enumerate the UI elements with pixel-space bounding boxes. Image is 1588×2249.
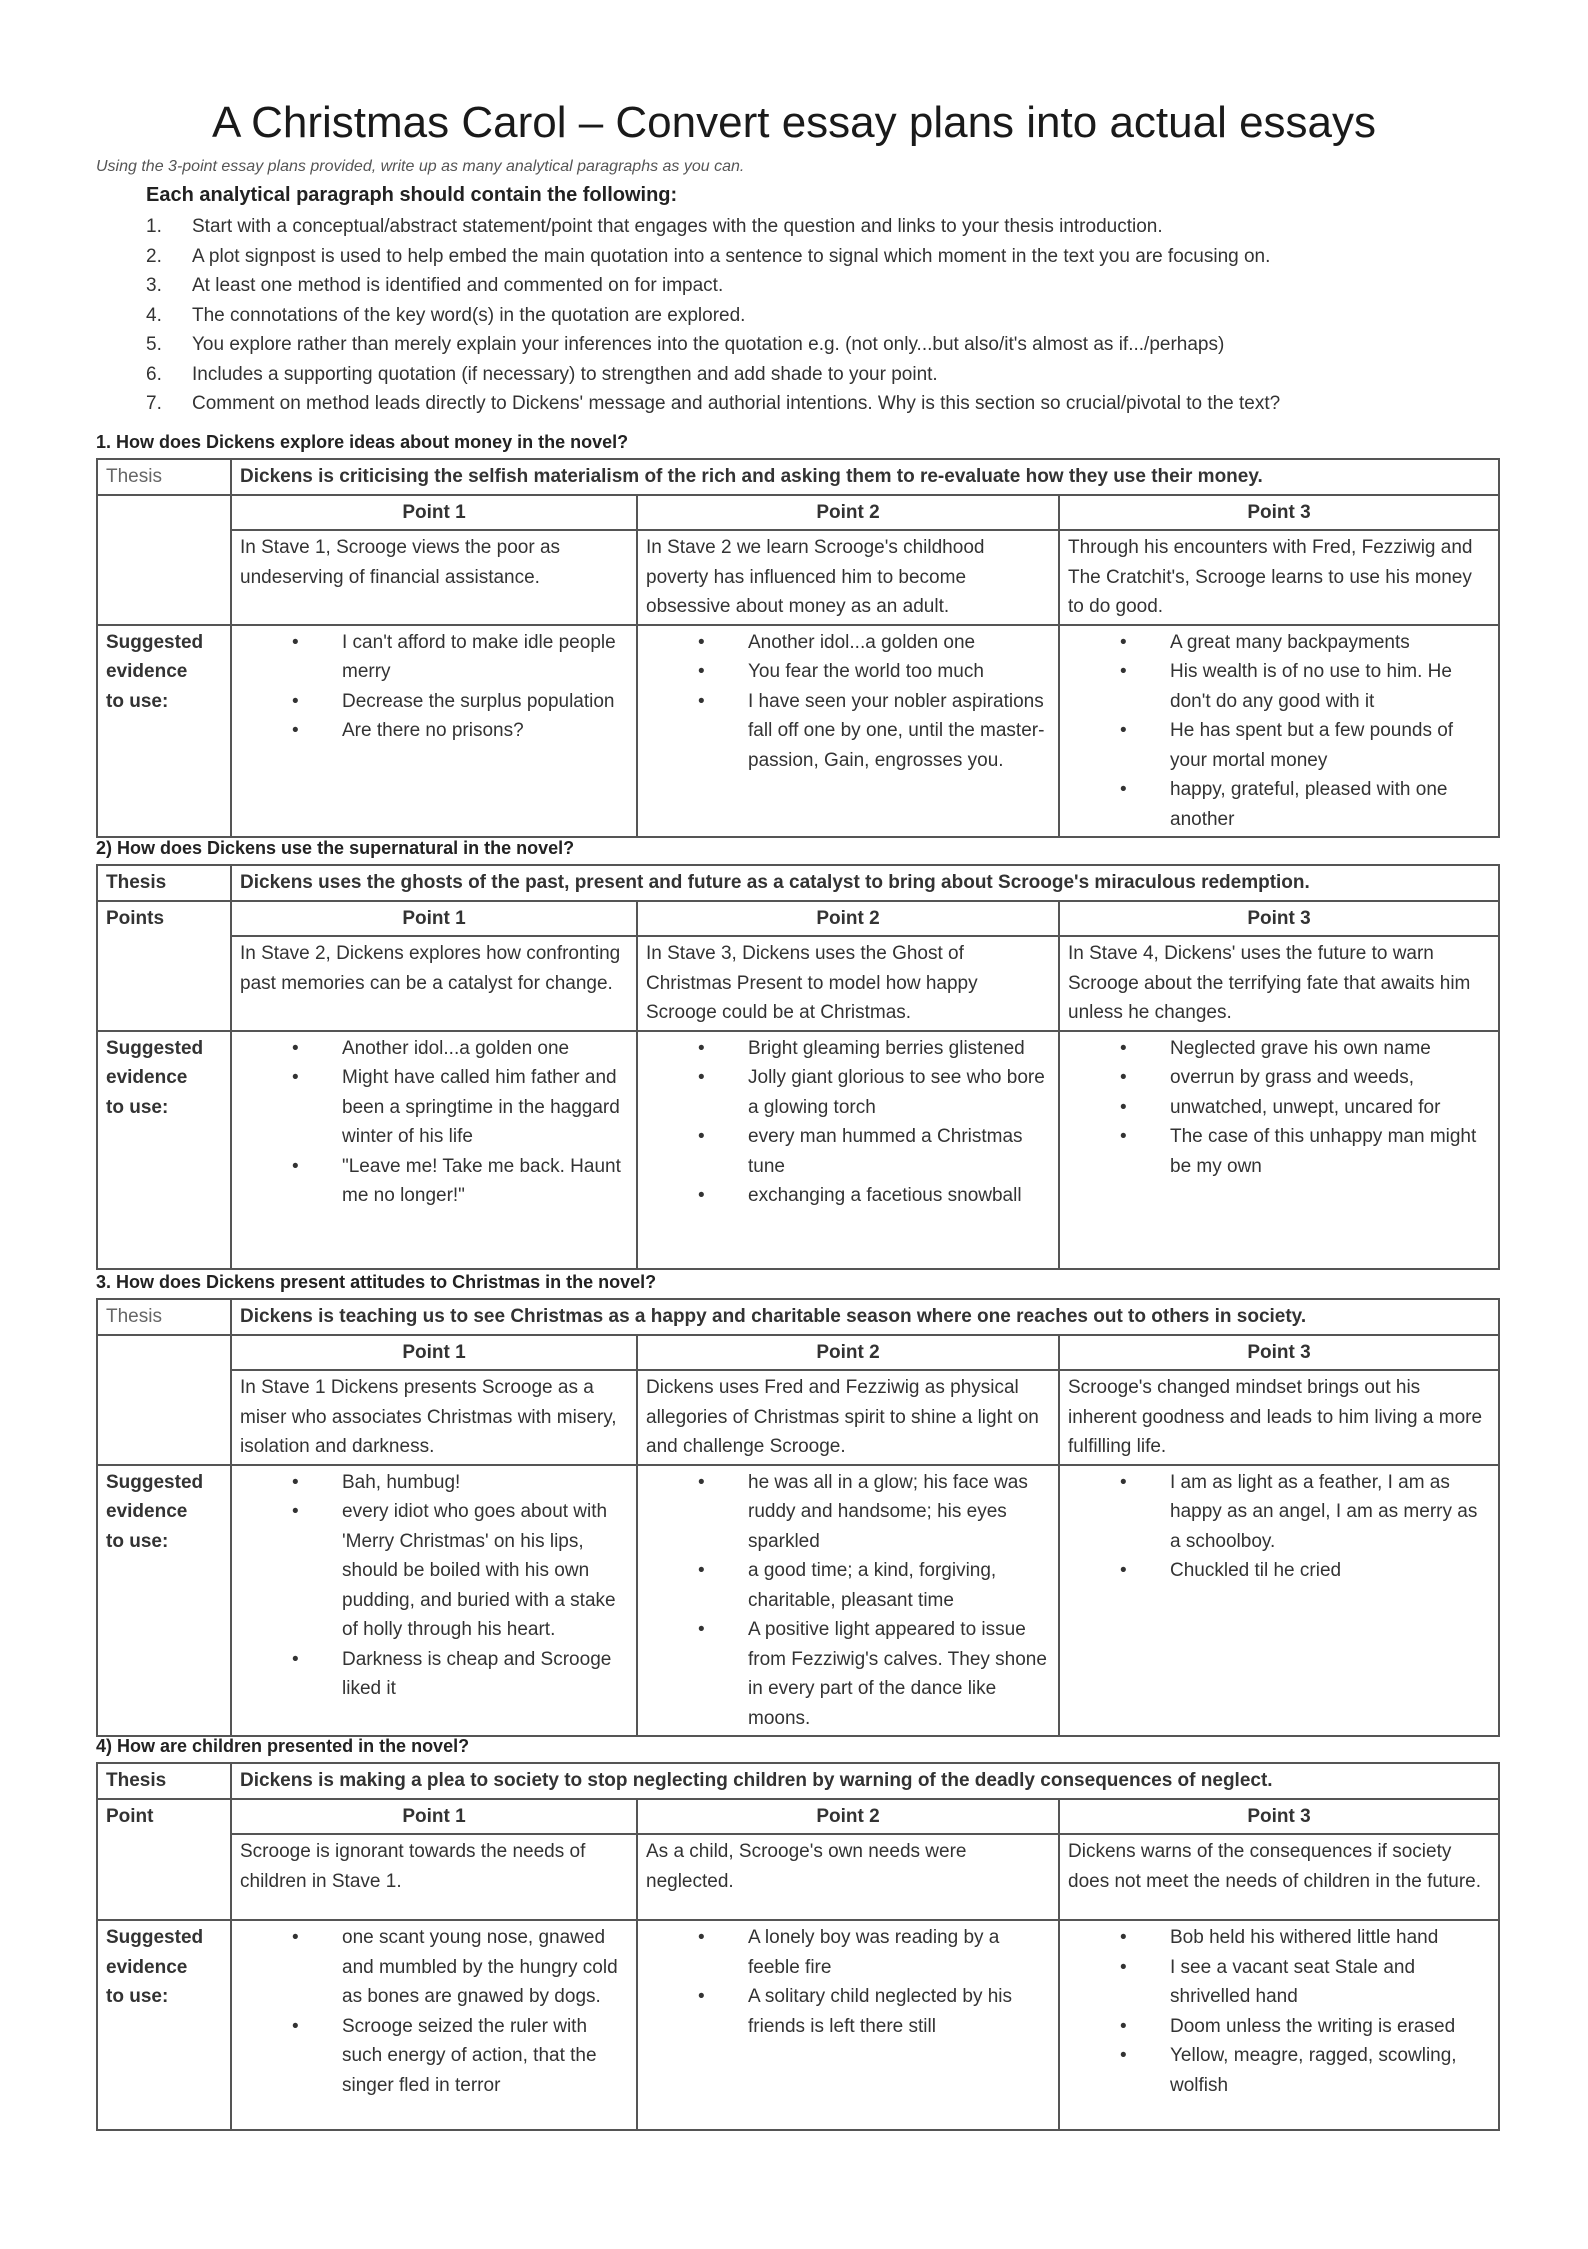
evidence-quote: • Bob held his withered little hand	[1120, 1927, 1439, 1948]
paragraph-criteria-heading: Each analytical paragraph should contain the following:	[146, 184, 678, 206]
thesis-row	[97, 459, 1499, 495]
evidence-quote: • The case of this unhappy man might be my own	[1120, 1126, 1477, 1177]
thesis-label: Thesis	[97, 865, 231, 901]
thesis-text: Dickens uses the ghosts of the past, present and future as a catalyst to bring about Scrooge's miraculous redemption.	[231, 865, 1499, 901]
evidence-quote: • every man hummed a Christmas tune	[698, 1126, 1023, 1177]
evidence-label: Suggested evidence to use:	[97, 1920, 231, 2130]
evidence-quote: • I see a vacant seat Stale and shrivelled hand	[1120, 1956, 1416, 2007]
criteria-item	[146, 212, 1506, 242]
evidence-quote: • unwatched, unwept, uncared for	[1120, 1096, 1441, 1118]
evidence-label: Suggested evidence to use:	[97, 1031, 231, 1269]
evidence-quote: • "Leave me! Take me back. Haunt me no longer!"	[292, 1155, 621, 1206]
point-2-evidence	[637, 1031, 1059, 1269]
thesis-label: Thesis	[97, 459, 231, 495]
criteria-text: Includes a supporting quotation (if necessary) to strengthen and add shade to your point.	[192, 363, 938, 385]
thesis-row	[97, 1299, 1499, 1335]
points-label-cell	[97, 495, 231, 625]
essay-question-3: 3. How does Dickens present attitudes to Christmas in the novel?	[96, 1272, 657, 1292]
criteria-number: 4.	[146, 304, 162, 326]
evidence-quote: • A solitary child neglected by his friends is left there still	[698, 1986, 1013, 2037]
point-3-header: Point 3	[1059, 495, 1499, 531]
point-3-text: Dickens warns of the consequences if society does not meet the needs of children in the future.	[1059, 1834, 1499, 1920]
evidence-quote: • Bright gleaming berries glistened	[698, 1037, 1025, 1059]
criteria-text: At least one method is identified and commented on for impact.	[192, 275, 724, 296]
evidence-quote: • Chuckled til he cried	[1120, 1560, 1342, 1581]
evidence-quote: • Jolly giant glorious to see who bore a glowing torch	[698, 1067, 1045, 1118]
evidence-quote: • Decrease the surplus population	[292, 690, 615, 712]
criteria-item	[146, 360, 1506, 390]
evidence-quote: • Might have called him father and been a springtime in the haggard winter of his life	[292, 1067, 620, 1147]
criteria-number: 5.	[146, 334, 162, 355]
evidence-quote: • A great many backpayments	[1120, 631, 1410, 653]
point-3-text: In Stave 4, Dickens' uses the future to warn Scrooge about the terrifying fate that awaits him unless he changes.	[1059, 936, 1499, 1031]
point-3-evidence	[1059, 1465, 1499, 1737]
point-2-header: Point 2	[637, 1799, 1059, 1835]
point-1-text: In Stave 1 Dickens presents Scrooge as a miser who associates Christmas with misery, isolation and darkness.	[231, 1370, 637, 1465]
thesis-text: Dickens is making a plea to society to stop neglecting children by warning of the deadly consequences of neglect.	[231, 1763, 1499, 1799]
evidence-quote: • I can't afford to make idle people merry	[292, 631, 616, 682]
evidence-quote: • You fear the world too much	[698, 661, 984, 682]
criteria-item	[146, 330, 1506, 360]
essay-question-1: 1. How does Dickens explore ideas about money in the novel?	[96, 432, 629, 452]
page-title: A Christmas Carol – Convert essay plans into actual essays	[211, 98, 1377, 147]
evidence-quote: • Doom unless the writing is erased	[1120, 2015, 1456, 2037]
point-1-evidence	[231, 1920, 637, 2130]
point-3-text: Through his encounters with Fred, Fezziwig and The Cratchit's, Scrooge learns to use his money to do good.	[1059, 530, 1499, 625]
criteria-number: 7.	[146, 393, 162, 414]
evidence-quote: • exchanging a facetious snowball	[698, 1185, 1022, 1206]
point-2-header: Point 2	[637, 495, 1059, 531]
criteria-item	[146, 271, 1506, 301]
thesis-text: Dickens is criticising the selfish materialism of the rich and asking them to re-evaluate how they use their money.	[231, 459, 1499, 495]
point-2-text: In Stave 2 we learn Scrooge's childhood poverty has influenced him to become obsessive about money as an adult.	[637, 530, 1059, 625]
point-1-evidence	[231, 625, 637, 838]
evidence-quote: • he was all in a glow; his face was ruddy and handsome; his eyes sparkled	[698, 1471, 1028, 1552]
criteria-text: The connotations of the key word(s) in the quotation are explored.	[192, 304, 746, 326]
point-header-row	[97, 901, 1499, 937]
thesis-text: Dickens is teaching us to see Christmas as a happy and charitable season where one reaches out to others in society.	[231, 1299, 1499, 1335]
evidence-quote: • Darkness is cheap and Scrooge liked it	[292, 1648, 612, 1699]
essay-question-2: 2) How does Dickens use the supernatural in the novel?	[96, 838, 575, 858]
paragraph-criteria-list	[146, 212, 1506, 419]
thesis-row	[97, 1763, 1499, 1799]
evidence-quote: • a good time; a kind, forgiving, charitable, pleasant time	[698, 1560, 997, 1611]
thesis-label: Thesis	[97, 1763, 231, 1799]
thesis-row	[97, 865, 1499, 901]
essay-plan-table-3	[96, 1298, 1500, 1737]
point-2-header: Point 2	[637, 1335, 1059, 1371]
evidence-quote: • Another idol...a golden one	[292, 1037, 570, 1059]
point-3-header: Point 3	[1059, 1335, 1499, 1371]
evidence-quote: • one scant young nose, gnawed and mumbled by the hungry cold as bones are gnawed by dogs.	[292, 1927, 618, 2007]
evidence-quote: • I am as light as a feather, I am as happy as an angel, I am as merry as a schoolboy.	[1120, 1471, 1478, 1552]
point-1-header: Point 1	[231, 495, 637, 531]
evidence-quote: • Scrooge seized the ruler with such energy of action, that the singer fled in terror	[292, 2015, 597, 2096]
evidence-quote: • every idiot who goes about with 'Merry Christmas' on his lips, should be boiled with his own pudding, and buried with a stake of holly through his heart.	[292, 1501, 616, 1640]
point-text-row	[97, 1834, 1499, 1920]
criteria-text: You explore rather than merely explain your inferences into the quotation e.g. (not only...but also/it's almost as if.../perhaps)	[192, 334, 1225, 355]
evidence-label: Suggested evidence to use:	[97, 1465, 231, 1737]
criteria-number: 1.	[146, 216, 162, 237]
point-text-row	[97, 1370, 1499, 1465]
point-2-evidence	[637, 625, 1059, 838]
criteria-number: 2.	[146, 245, 162, 267]
point-3-header: Point 3	[1059, 1799, 1499, 1835]
criteria-number: 3.	[146, 275, 162, 296]
criteria-item	[146, 301, 1506, 331]
evidence-row	[97, 1465, 1499, 1737]
instructions-subtitle: Using the 3-point essay plans provided, write up as many analytical paragraphs as you can.	[96, 158, 745, 175]
point-header-row	[97, 495, 1499, 531]
evidence-quote: • I have seen your nobler aspirations fall off one by one, until the master-passion, Gain, engrosses you.	[698, 690, 1045, 771]
evidence-row	[97, 1031, 1499, 1269]
criteria-item	[146, 242, 1506, 272]
points-label: Points	[97, 901, 231, 1031]
point-3-evidence	[1059, 1031, 1499, 1269]
evidence-quote: • Another idol...a golden one	[698, 631, 976, 653]
evidence-label: Suggested evidence to use:	[97, 625, 231, 838]
point-2-text: Dickens uses Fred and Fezziwig as physical allegories of Christmas spirit to shine a light on and challenge Scrooge.	[637, 1370, 1059, 1465]
criteria-number: 6.	[146, 363, 162, 385]
thesis-label: Thesis	[97, 1299, 231, 1335]
evidence-quote: • He has spent but a few pounds of your mortal money	[1120, 720, 1454, 771]
point-3-header: Point 3	[1059, 901, 1499, 937]
point-2-text: As a child, Scrooge's own needs were neglected.	[637, 1834, 1059, 1920]
point-2-header: Point 2	[637, 901, 1059, 937]
point-3-evidence	[1059, 1920, 1499, 2130]
criteria-text: Start with a conceptual/abstract statement/point that engages with the question and links to your thesis introduction.	[192, 216, 1163, 237]
essay-plan-table-2	[96, 864, 1500, 1270]
point-1-text: In Stave 1, Scrooge views the poor as undeserving of financial assistance.	[231, 530, 637, 625]
point-1-text: In Stave 2, Dickens explores how confronting past memories can be a catalyst for change.	[231, 936, 637, 1031]
point-1-header: Point 1	[231, 1335, 637, 1371]
point-3-text: Scrooge's changed mindset brings out his inherent goodness and leads to him living a more fulfilling life.	[1059, 1370, 1499, 1465]
evidence-quote: • overrun by grass and weeds,	[1120, 1067, 1414, 1088]
point-header-row	[97, 1335, 1499, 1371]
evidence-quote: • Bah, humbug!	[292, 1471, 461, 1493]
point-text-row	[97, 936, 1499, 1031]
point-1-header: Point 1	[231, 1799, 637, 1835]
point-1-header: Point 1	[231, 901, 637, 937]
point-3-evidence	[1059, 625, 1499, 838]
essay-question-4: 4) How are children presented in the novel?	[96, 1736, 470, 1756]
point-label: Point	[97, 1799, 231, 1921]
essay-plan-table-4	[96, 1762, 1500, 2131]
point-text-row	[97, 530, 1499, 625]
evidence-quote: • A lonely boy was reading by a feeble fire	[698, 1927, 1000, 1978]
criteria-text: A plot signpost is used to help embed the main quotation into a sentence to signal which moment in the text you are focusing on.	[192, 245, 1271, 267]
evidence-row	[97, 1920, 1499, 2130]
evidence-quote: • His wealth is of no use to him. He don't do any good with it	[1120, 661, 1452, 712]
evidence-quote: • Neglected grave his own name	[1120, 1037, 1431, 1059]
point-header-row	[97, 1799, 1499, 1835]
criteria-item	[146, 389, 1506, 419]
evidence-quote: • A positive light appeared to issue from Fezziwig's calves. They shone in every part of the dance like moons.	[698, 1619, 1047, 1729]
criteria-text: Comment on method leads directly to Dickens' message and authorial intentions. Why is this section so crucial/pivotal to the text?	[192, 393, 1281, 414]
point-2-text: In Stave 3, Dickens uses the Ghost of Christmas Present to model how happy Scrooge could be at Christmas.	[637, 936, 1059, 1031]
point-1-text: Scrooge is ignorant towards the needs of children in Stave 1.	[231, 1834, 637, 1920]
evidence-quote: • Yellow, meagre, ragged, scowling, wolfish	[1120, 2045, 1457, 2096]
point-1-evidence	[231, 1465, 637, 1737]
points-label-cell	[97, 1335, 231, 1465]
point-2-evidence	[637, 1920, 1059, 2130]
point-2-evidence	[637, 1465, 1059, 1737]
evidence-quote: • Are there no prisons?	[292, 720, 524, 741]
evidence-quote: • happy, grateful, pleased with one another	[1120, 779, 1448, 830]
evidence-row	[97, 625, 1499, 838]
point-1-evidence	[231, 1031, 637, 1269]
essay-plan-table-1	[96, 458, 1500, 838]
